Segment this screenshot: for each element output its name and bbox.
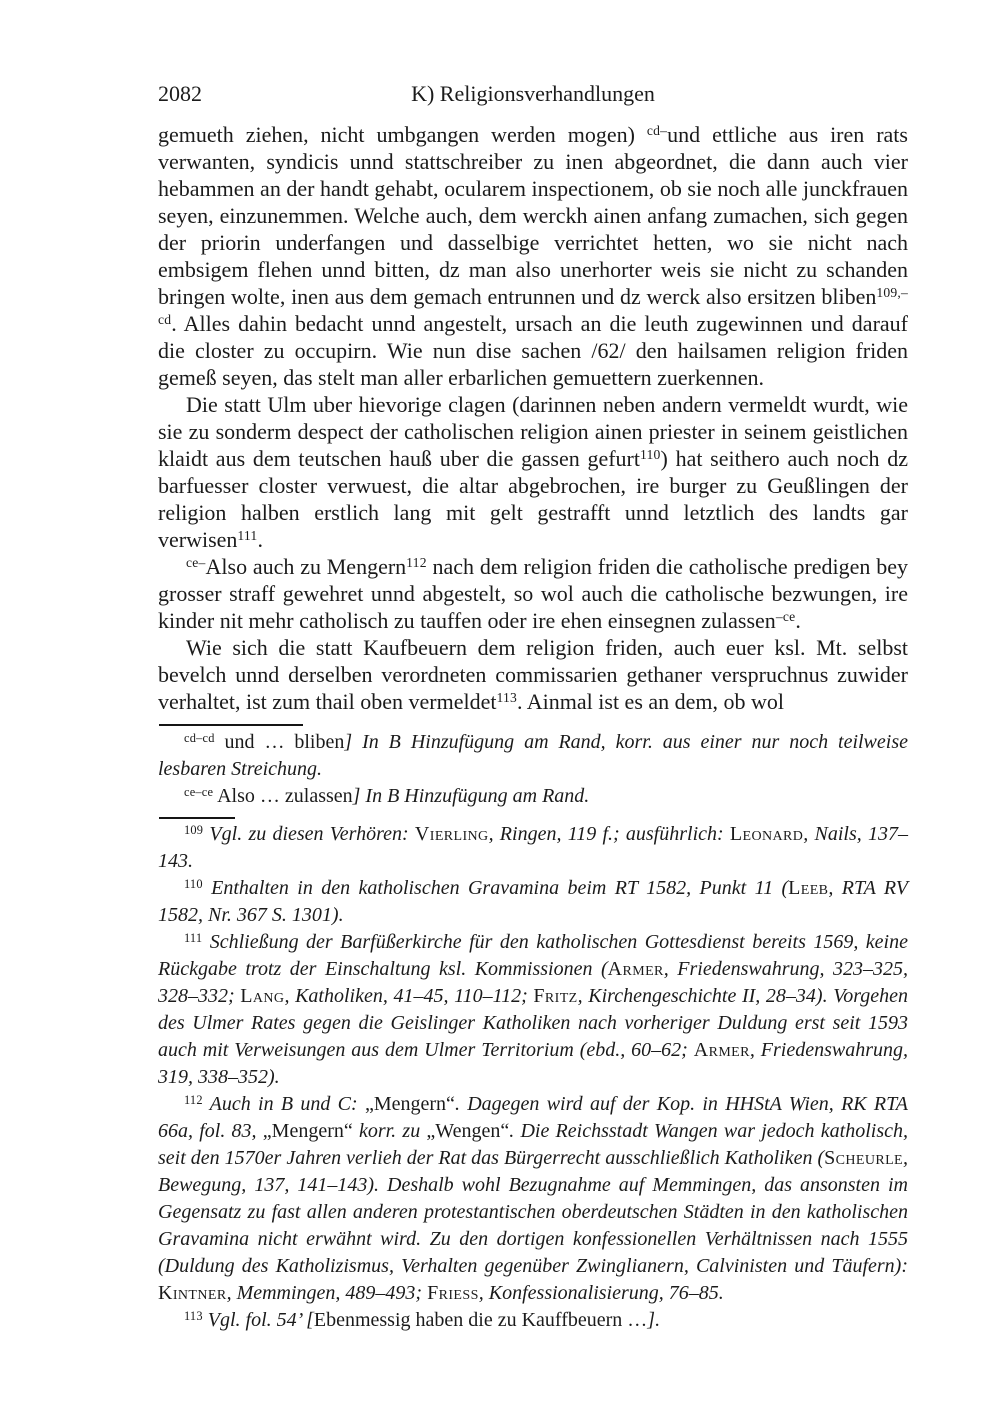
superscript-marker: cd– xyxy=(646,122,668,138)
small-caps-name: Lang xyxy=(240,985,285,1007)
text-run: Die statt Ulm uber hievorige clagen (darinnen neben andern vermeldt wurdt, wie sie zu sonderm despect der catholischen religion ainen priester in seinem geistlichen klaidt aus dem teutschen hauß uber die gassen gefurt xyxy=(158,392,908,471)
small-caps-name: Leeb xyxy=(788,877,829,899)
italic-text: , Konfessionalisierung, 76–85. xyxy=(478,1282,724,1304)
small-caps-name: Scheurle xyxy=(824,1147,903,1169)
italic-text: . Die Reichsstadt Wangen war jedoch katholisch, seit den 1570er Jahren verlieh der Rat das Bürgerrecht ausschließlich Katholiken ( xyxy=(158,1120,908,1169)
italic-text: , Friedenswahrung, 319, 338–352). xyxy=(158,1039,909,1088)
superscript-marker: ce– xyxy=(186,554,206,570)
superscript-marker: –ce xyxy=(775,608,796,624)
small-caps-name: Armer xyxy=(693,1039,750,1061)
text-run: Ebenmessig haben die zu Kauffbeuern … xyxy=(313,1309,648,1331)
critical-apparatus xyxy=(158,729,908,810)
text-run: „Mengern“ xyxy=(262,1120,353,1142)
text-run: ) hat seithero auch noch dz barfuesser closter verwuest, die altar abgebrochen, ire burger zu Geußlingen der religion halben erstlich lang mit gelt gestrafft unnd letztlich des landts gar verwisen xyxy=(158,446,908,552)
text-run: . xyxy=(257,527,263,552)
superscript-marker: 111 xyxy=(237,527,258,543)
italic-text: , Ringen, 119 f.; ausführlich: xyxy=(488,823,730,845)
superscript-marker: 112 xyxy=(406,554,427,570)
italic-text: ] In B Hinzufügung am Rand. xyxy=(352,785,590,807)
small-caps-name: Leonard xyxy=(729,823,804,845)
footnote-110 xyxy=(158,875,908,929)
italic-text: ]. xyxy=(647,1309,661,1331)
italic-text: , Katholiken, 41–45, 110–112; xyxy=(284,985,534,1007)
italic-text: Vgl. fol. 54’ [ xyxy=(202,1309,314,1331)
small-caps-name: Kintner xyxy=(158,1282,227,1304)
italic-text: Schließung der Barfüßerkirche für den katholischen Gottesdienst bereits 1569, keine Rückgabe trotz der Einschaltung ksl. Kommissionen ( xyxy=(158,931,908,980)
apparatus-separator-rule xyxy=(159,724,303,726)
italic-text: Vgl. zu diesen Verhören: xyxy=(203,823,415,845)
small-caps-name: Fritz xyxy=(533,985,578,1007)
italic-text: korr. zu xyxy=(352,1120,427,1142)
superscript-marker: 112 xyxy=(184,1092,203,1107)
italic-text: , Memmingen, 489–493; xyxy=(226,1282,428,1304)
body-paragraph-2 xyxy=(158,391,908,553)
body-paragraph-3 xyxy=(158,553,908,634)
superscript-marker: 109 xyxy=(184,822,204,837)
text-run: Wie sich die statt Kaufbeuern dem religion friden, auch euer ksl. Mt. selbst bevelch unnd derselben verordneten commissarien gethaner verspruchnus zuwider verhaltet, ist zum thail oben vermeldet xyxy=(158,635,908,714)
running-header xyxy=(158,80,908,108)
text-run: nach dem religion friden die catholische predigen bey grosser straff gewehret unnd abgestelt, so wol auch die catholische bezwungen, ire kinder nit mehr catholisch zu tauffen oder ire ehen einsegnen zulassen xyxy=(158,554,908,633)
footnote-111 xyxy=(158,929,908,1091)
superscript-marker: 113 xyxy=(496,689,517,705)
italic-text: , Kirchengeschichte II, 28–34). Vorgehen des Ulmer Rates gegen die Geislinger Katholiken nach vorheriger Duldung erst seit 1593 auch mit Verweisungen aus dem Ulmer Territorium (ebd., 60–62; xyxy=(158,985,908,1061)
italic-text: . Dagegen wird auf der Kop. in HHStA Wien, RK RTA 66a, fol. 83, xyxy=(158,1093,908,1142)
superscript-marker: 110 xyxy=(184,876,203,891)
text-run: und ettliche aus iren rats verwanten, syndicis unnd stattschreiber zu inen abgeordnet, die dann auch vier hebammen an der handt gehabt, ocularem inspectionem, ob sie noch alle junckfrauen seyen, einzunemmen. Welche auch, dem werckh ainen anfang zumachen, sich gegen der priorin underfangen und dasselbige verrichtet hetten, wo sie nicht nach embsigem flehen unnd bitten, dz man also unerhorter weis sie nicht zu schanden bringen wolte, inen aus dem gemach entrunnen und dz werck also ersitzen bliben xyxy=(158,122,908,309)
small-caps-name: Armer xyxy=(607,958,664,980)
text-run: Also auch zu Mengern xyxy=(205,554,407,579)
footnote-112 xyxy=(158,1091,908,1307)
apparatus-entry-ce xyxy=(158,783,908,810)
text-run: gemueth ziehen, nicht umbgangen werden mogen) xyxy=(158,122,647,147)
small-caps-name: Vierling xyxy=(414,823,489,845)
superscript-marker: 113 xyxy=(184,1308,203,1323)
apparatus-entry-cd xyxy=(158,729,908,783)
footnote-separator-rule xyxy=(159,817,235,819)
text-run: . Alles dahin bedacht unnd angestelt, ursach an die leuth zugewinnen und darauf die closter zu occupirn. Wie nun dise sachen /62/ den hailsamen religion friden gemeß seyen, das stelt man aller erbarlichen gemuettern zuerkennen. xyxy=(158,311,908,390)
superscript-marker: cd–cd xyxy=(184,730,215,745)
text-run: . Ainmal ist es an dem, ob wol xyxy=(517,689,785,714)
superscript-marker: ce–ce xyxy=(184,784,214,799)
superscript-marker: 110 xyxy=(639,446,661,462)
superscript-marker: 109,–cd xyxy=(158,284,908,327)
body-paragraph-1 xyxy=(158,121,908,391)
italic-text: , Friedenswahrung, 323–325, 328–332; xyxy=(158,958,908,1007)
text-run: „Wengen“ xyxy=(426,1120,510,1142)
italic-text: ] In B Hinzufügung am Rand, korr. aus einer nur noch teilweise lesbaren Streichung. xyxy=(158,731,908,780)
small-caps-name: Friess xyxy=(427,1282,479,1304)
text-block xyxy=(158,80,908,1334)
footnote-109 xyxy=(158,821,908,875)
running-header-title: K) Religionsverhandlungen xyxy=(411,81,655,106)
main-text xyxy=(158,121,908,715)
italic-text: , RTA RV 1582, Nr. 367 S. 1301). xyxy=(158,877,908,926)
body-paragraph-4 xyxy=(158,634,908,715)
page-number: 2082 xyxy=(158,81,202,106)
text-run: „Mengern“ xyxy=(364,1093,455,1115)
text-run: . xyxy=(795,608,801,633)
text-run: und … bliben xyxy=(214,731,345,753)
footnote-113 xyxy=(158,1307,908,1334)
superscript-marker: 111 xyxy=(184,930,203,945)
text-run: Also … zulassen xyxy=(213,785,353,807)
italic-text: , Bewegung, 137, 141–143). Deshalb wohl Bezugnahme auf Memmingen, das ansonsten im Gegensatz zu fast allen anderen protestantischen oberdeutschen Städten in den katholischen Gravamina nicht erwähnt wird. Zu den dortigen konfessionellen Verhältnissen nach 1555 (Duldung des Katholizismus, Verhalten gegenüber Zwinglianern, Calvinisten und Täufern): xyxy=(158,1147,908,1277)
footnotes xyxy=(158,821,908,1334)
italic-text: Enthalten in den katholischen Gravamina beim RT 1582, Punkt 11 ( xyxy=(202,877,789,899)
italic-text: Auch in B und C: xyxy=(202,1093,365,1115)
italic-text: , Nails, 137–143. xyxy=(158,823,908,872)
